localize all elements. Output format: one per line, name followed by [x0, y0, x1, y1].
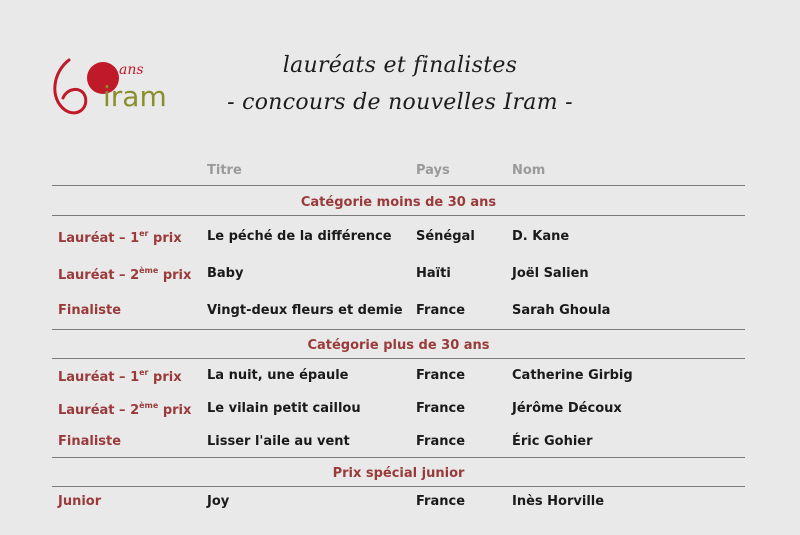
author-name: D. Kane [512, 229, 570, 244]
award-label: Junior [58, 494, 102, 509]
award-label: Lauréat – 1er prix [58, 368, 182, 385]
country: France [416, 434, 466, 449]
category-heading: Catégorie plus de 30 ans [307, 338, 490, 353]
country: France [416, 494, 466, 509]
divider [52, 185, 745, 186]
page-subtitle: - concours de nouvelles Iram - [227, 90, 573, 115]
story-title: La nuit, une épaule [207, 368, 349, 383]
table-row [0, 368, 800, 388]
country: France [416, 401, 466, 416]
divider [52, 358, 745, 359]
story-title: Le vilain petit caillou [207, 401, 361, 416]
column-header-titre: Titre [207, 163, 242, 178]
logo-ans-text: ans [119, 62, 144, 78]
country: France [416, 368, 466, 383]
award-label: Lauréat – 1er prix [58, 229, 182, 246]
divider [52, 329, 745, 330]
category-heading: Prix spécial junior [332, 466, 465, 481]
story-title: Joy [207, 494, 230, 509]
table-row [0, 229, 800, 249]
country: France [416, 303, 466, 318]
story-title: Baby [207, 266, 244, 281]
column-header-pays: Pays [416, 163, 450, 178]
story-title: Vingt-deux fleurs et demie [207, 303, 403, 318]
country: Sénégal [416, 229, 475, 244]
award-label: Finaliste [58, 434, 122, 449]
country: Haïti [416, 266, 451, 281]
story-title: Le péché de la différence [207, 229, 392, 244]
page-title: lauréats et finalistes [282, 53, 518, 78]
divider [52, 215, 745, 216]
author-name: Joël Salien [512, 266, 589, 281]
table-row [0, 401, 800, 421]
divider [52, 486, 745, 487]
award-label: Lauréat – 2ème prix [58, 266, 192, 283]
award-label: Lauréat – 2ème prix [58, 401, 192, 418]
table-row [0, 434, 800, 454]
iram-60-ans-logo [45, 50, 185, 120]
author-name: Catherine Girbig [512, 368, 633, 383]
table-row [0, 494, 800, 514]
category-heading: Catégorie moins de 30 ans [300, 195, 497, 210]
divider [52, 457, 745, 458]
logo-brand-text: iram [103, 80, 167, 113]
author-name: Jérôme Découx [512, 401, 622, 416]
table-row [0, 266, 800, 286]
column-header-nom: Nom [512, 163, 546, 178]
award-label: Finaliste [58, 303, 122, 318]
table-row [0, 303, 800, 323]
story-title: Lisser l'aile au vent [207, 434, 350, 449]
author-name: Sarah Ghoula [512, 303, 611, 318]
author-name: Éric Gohier [512, 434, 593, 449]
author-name: Inès Horville [512, 494, 605, 509]
